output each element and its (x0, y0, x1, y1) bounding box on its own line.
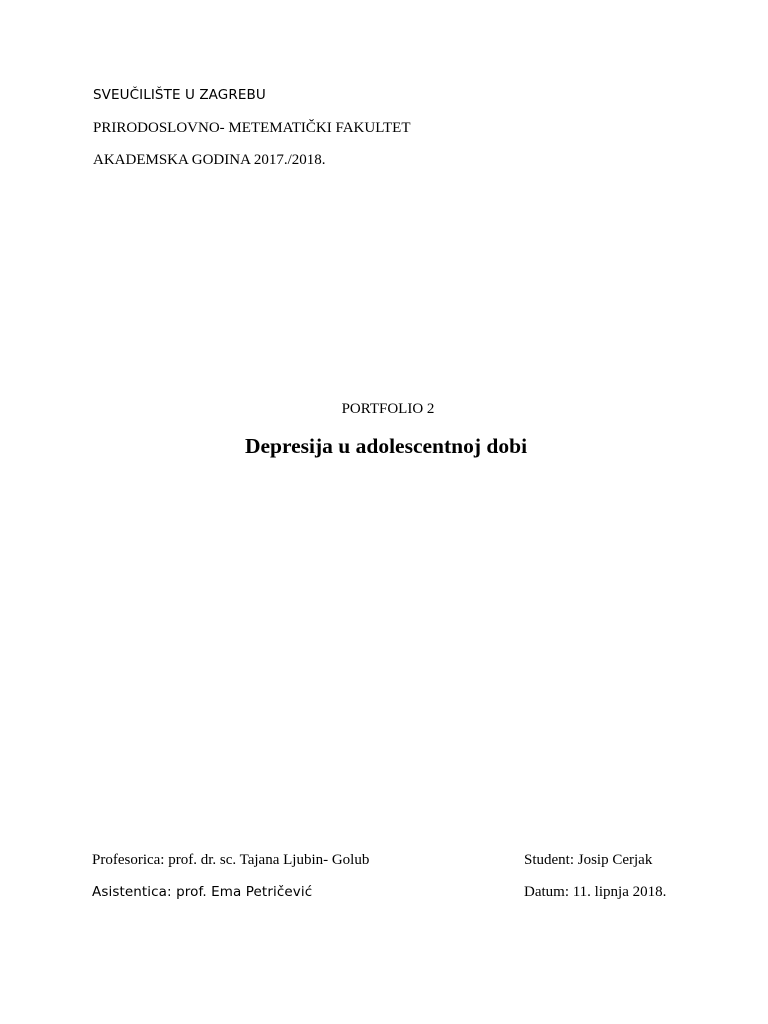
portfolio-label: PORTFOLIO 2 (341, 401, 435, 417)
assistant-line: Asistentica: prof. Ema Petričević (92, 884, 313, 900)
document-title: Depresija u adolescentnoj dobi (244, 434, 528, 458)
faculty-name: PRIRODOSLOVNO- METEMATIČKI FAKULTET (93, 120, 411, 136)
date-line: Datum: 11. lipnja 2018. (524, 884, 667, 900)
student-line: Student: Josip Cerjak (524, 852, 653, 868)
professor-line: Profesorica: prof. dr. sc. Tajana Ljubin- Golub (92, 852, 370, 868)
university-name: SVEUČILIŠTE U ZAGREBU (93, 87, 266, 103)
academic-year: AKADEMSKA GODINA 2017./2018. (93, 152, 326, 168)
